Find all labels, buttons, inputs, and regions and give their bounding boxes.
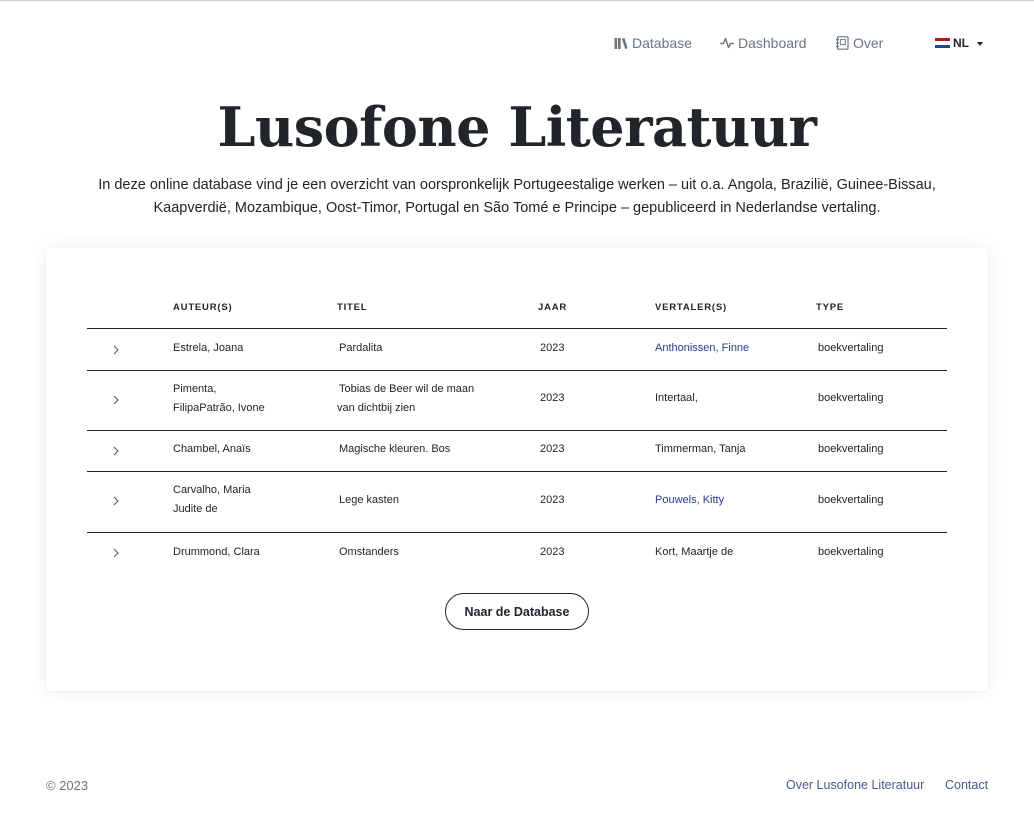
column-header-title: TITEL (337, 302, 368, 313)
intro-text: In deze online database vind je een overzicht van oorspronkelijk Portugeestalige werken – uit o.a. Angola, Brazilië, Guinee-Bissau, Kaapverdië, Mozambique, Oost-Timor, Portugal en São Tomé e Principe – gepubliceerd in Nederlandse vertaling. (98, 177, 936, 216)
language-code: NL (953, 36, 969, 50)
footer-link-about[interactable]: Over Lusofone Literatuur (786, 778, 925, 792)
cell-title: Pardalita (339, 342, 383, 354)
cell-type: boekvertaling (818, 443, 884, 455)
cell-authors: Carvalho, Maria Judite de (173, 484, 251, 515)
library-icon (614, 37, 628, 50)
chevron-right-icon[interactable] (111, 394, 121, 406)
nav-dashboard-link[interactable] (720, 31, 807, 55)
cell-type: boekvertaling (818, 342, 884, 354)
copyright-text: © 2023 (46, 778, 89, 793)
column-header-authors: AUTEUR(S) (173, 302, 233, 313)
cell-authors: Pimenta, FilipaPatrão, Ivone (173, 383, 265, 414)
table-row[interactable] (87, 371, 947, 431)
nav-database-label: Database (632, 35, 692, 51)
table-header (87, 295, 947, 329)
cell-year: 2023 (540, 494, 565, 506)
journal-icon (836, 36, 849, 50)
language-dropdown[interactable] (935, 31, 983, 55)
chevron-right-icon[interactable] (111, 495, 121, 507)
cell-title: Lege kasten (339, 494, 399, 506)
cell-translator: Timmerman, Tanja (655, 443, 746, 455)
cell-translator-link[interactable]: Anthonissen, Finne (655, 342, 750, 354)
netherlands-flag-icon (935, 38, 950, 48)
cell-type: boekvertaling (818, 392, 884, 404)
cell-translator: Kort, Maartje de (655, 546, 734, 558)
main-navigation (0, 31, 1034, 55)
table-row[interactable] (87, 329, 947, 371)
footer-link-contact[interactable]: Contact (945, 778, 989, 792)
table-row[interactable] (87, 472, 947, 533)
caret-down-icon (977, 42, 983, 46)
column-header-year: JAAR (538, 302, 568, 313)
cell-authors: Chambel, Anaïs (173, 443, 251, 455)
cell-translator: Intertaal, (655, 392, 698, 404)
cell-year: 2023 (540, 546, 565, 558)
table-row[interactable] (87, 533, 947, 575)
nav-over-label: Over (853, 35, 884, 51)
cell-year: 2023 (540, 392, 565, 404)
page-title: Lusofone Literatuur (217, 95, 817, 159)
column-header-type: TYPE (816, 302, 845, 313)
cell-title: Omstanders (339, 546, 399, 558)
cell-title: Magische kleuren. Bos (339, 443, 451, 455)
cell-title: Tobias de Beer wil de maan van dichtbij zien (337, 383, 475, 414)
nav-dashboard-label: Dashboard (738, 35, 807, 51)
cell-year: 2023 (540, 342, 565, 354)
activity-icon (720, 37, 734, 49)
cell-authors: Drummond, Clara (173, 546, 260, 558)
cell-type: boekvertaling (818, 494, 884, 506)
cell-year: 2023 (540, 443, 565, 455)
column-header-translators: VERTALER(S) (655, 302, 727, 313)
nav-over-link[interactable] (836, 31, 883, 55)
table-row[interactable] (87, 431, 947, 472)
cell-type: boekvertaling (818, 546, 884, 558)
chevron-right-icon[interactable] (111, 344, 121, 356)
cell-authors: Estrela, Joana (173, 342, 244, 354)
go-to-database-button[interactable]: Naar de Database (445, 593, 589, 630)
cell-translator-link[interactable]: Pouwels, Kitty (655, 494, 725, 506)
chevron-right-icon[interactable] (111, 445, 121, 457)
chevron-right-icon[interactable] (111, 547, 121, 559)
nav-database-link[interactable] (614, 31, 692, 55)
